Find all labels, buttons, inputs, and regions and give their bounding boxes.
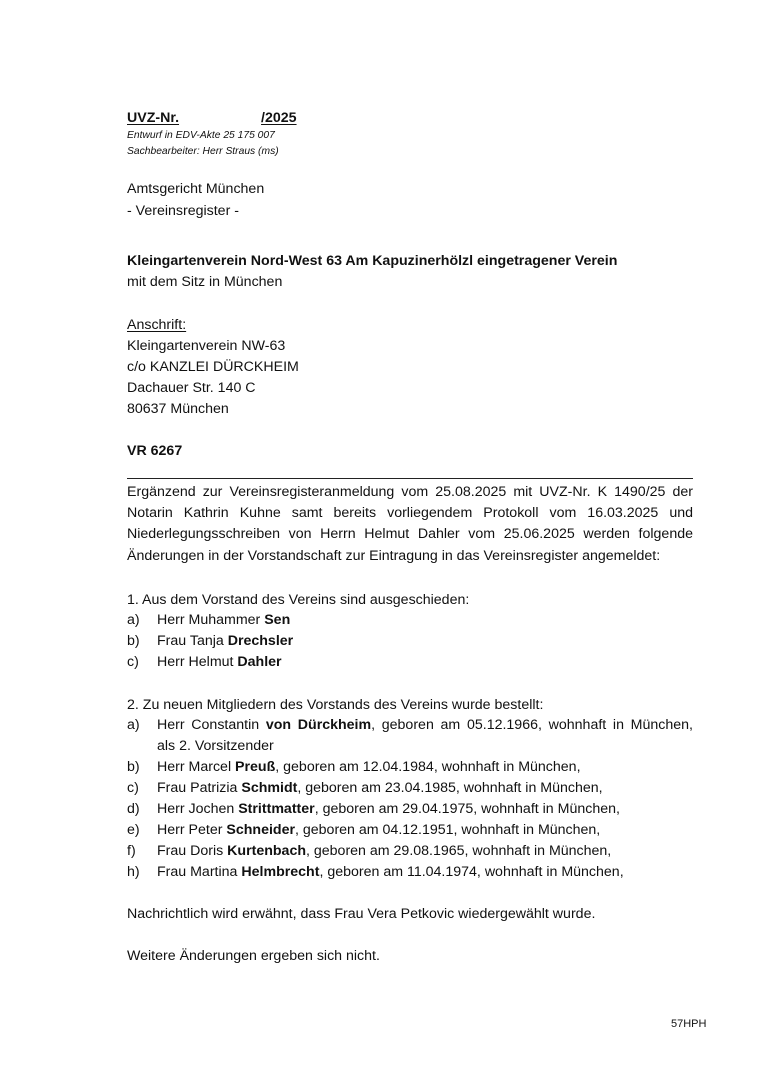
footer-code: 57HPH bbox=[671, 1018, 707, 1030]
reelection-note: Nachrichtlich wird erwähnt, dass Frau Vera Petkovic wiedergewählt wurde. bbox=[127, 906, 596, 922]
list-item: b) Frau Tanja Drechsler bbox=[127, 633, 294, 649]
association-seat: mit dem Sitz in München bbox=[127, 274, 283, 290]
association-name: Kleingartenverein Nord-West 63 Am Kapuzinerhölzl eingetragener Verein bbox=[127, 253, 618, 269]
address-line: c/o KANZLEI DÜRCKHEIM bbox=[127, 359, 299, 375]
address-line: Kleingartenverein NW-63 bbox=[127, 338, 286, 354]
divider bbox=[127, 478, 693, 479]
list-item: a) Herr Muhammer Sen bbox=[127, 612, 291, 628]
uvz-number-field bbox=[127, 110, 297, 126]
list-item: a) bbox=[127, 717, 140, 733]
list-item-text: Herr Constantin von Dürckheim, geboren am 05.12.1966, wohnhaft in München, bbox=[157, 717, 693, 733]
list-item: h) Frau Martina Helmbrecht, geboren am 11.04.1974, wohnhaft in München, bbox=[127, 864, 624, 880]
uvz-year: /2025 bbox=[261, 110, 297, 126]
address-label: Anschrift: bbox=[127, 317, 187, 333]
draft-note: Entwurf in EDV-Akte 25 175 007 bbox=[127, 130, 275, 141]
address-line: Dachauer Str. 140 C bbox=[127, 380, 256, 396]
list-item: d) Herr Jochen Strittmatter, geboren am 29.04.1975, wohnhaft in München, bbox=[127, 801, 620, 817]
intro-paragraph: Ergänzend zur Vereinsregisteranmeldung vom 25.08.2025 mit UVZ-Nr. K 1490/25 der Notarin Kathrin Kuhne samt bereits vorliegendem Protokoll vom 16.03.2025 und Niederlegungsschreiben von Herrn Helmut Dahler vom 25.06.2025 werden folgende Änderungen in der Vorstandschaft zur Eintragung in das Vereinsregister angemeldet: bbox=[127, 484, 693, 564]
section2-heading: 2. Zu neuen Mitgliedern des Vorstands des Vereins wurde bestellt: bbox=[127, 697, 544, 713]
list-item: f) Frau Doris Kurtenbach, geboren am 29.08.1965, wohnhaft in München, bbox=[127, 843, 612, 859]
uvz-label: UVZ-Nr. bbox=[127, 110, 180, 126]
court-name: Amtsgericht München bbox=[127, 181, 265, 197]
list-item: c) Frau Patrizia Schmidt, geboren am 23.04.1985, wohnhaft in München, bbox=[127, 780, 603, 796]
section1-heading: 1. Aus dem Vorstand des Vereins sind ausgeschieden: bbox=[127, 592, 470, 608]
list-item: b) Herr Marcel Preuß, geboren am 12.04.1984, wohnhaft in München, bbox=[127, 759, 581, 775]
register-number: VR 6267 bbox=[127, 443, 183, 459]
address-line: 80637 München bbox=[127, 401, 229, 417]
list-item: c) Herr Helmut Dahler bbox=[127, 654, 282, 670]
list-item: e) Herr Peter Schneider, geboren am 04.12.1951, wohnhaft in München, bbox=[127, 822, 601, 838]
clerk-note: Sachbearbeiter: Herr Straus (ms) bbox=[127, 146, 279, 157]
list-item-continuation: als 2. Vorsitzender bbox=[157, 738, 274, 754]
court-department: - Vereinsregister - bbox=[127, 203, 239, 219]
closing-statement: Weitere Änderungen ergeben sich nicht. bbox=[127, 948, 380, 964]
